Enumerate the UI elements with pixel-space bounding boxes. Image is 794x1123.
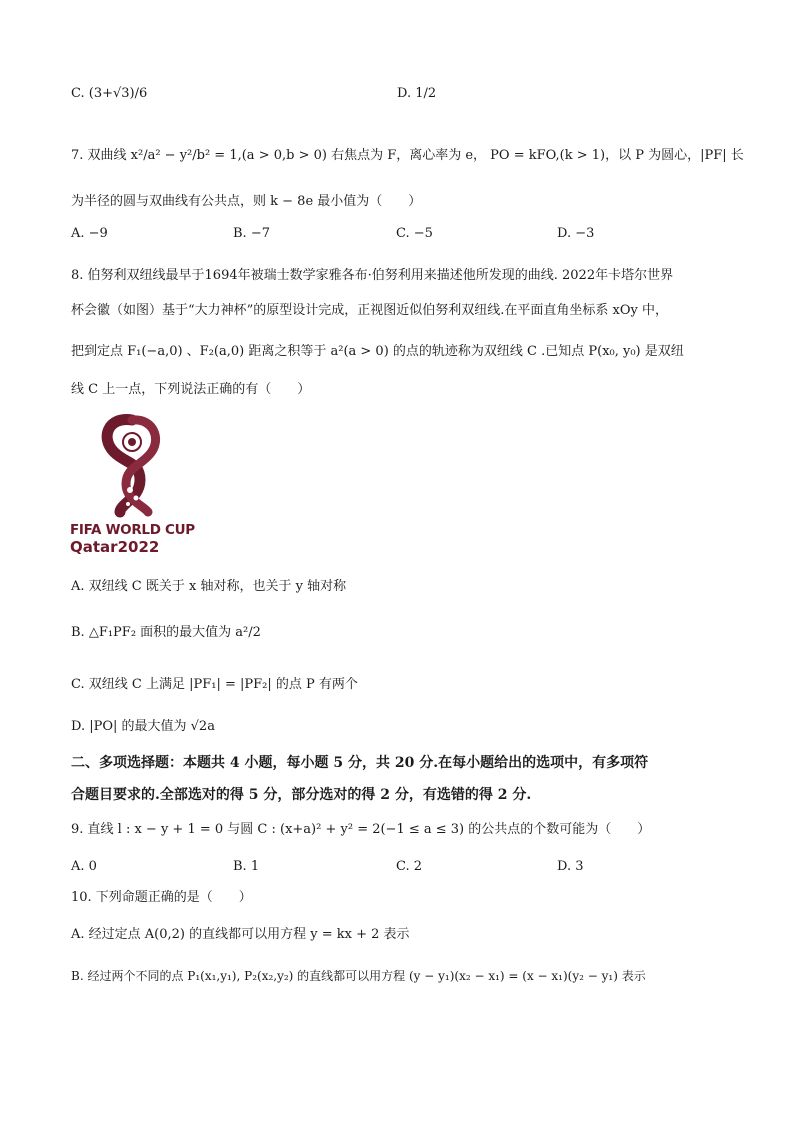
- trophy-emblem-icon: [70, 412, 210, 522]
- section2-heading-line1: 二、多项选择题：本题共 4 小题，每小题 5 分，共 20 分.在每小题给出的选项中，有多项符: [71, 755, 649, 771]
- q7-stem-line2: 为半径的圆与双曲线有公共点，则 k − 8e 最小值为（ ）: [71, 194, 422, 209]
- q7-option-d: D. −3: [557, 226, 595, 241]
- logo-subtitle: Qatar2022: [70, 538, 160, 556]
- q9-option-b: B. 1: [233, 859, 260, 874]
- q8-stem-line4: 线 C 上一点，下列说法正确的有（ ）: [71, 382, 311, 397]
- q7-stem-line1: 7. 双曲线 x²/a² − y²/b² = 1,(a > 0,b > 0) 右焦点为 F，离心率为 e， PO = kFO,(k > 1)，以 P 为圆心，|PF| 长: [71, 148, 744, 163]
- q9-stem: 9. 直线 l : x − y + 1 = 0 与圆 C : (x+a)² + y² = 2(−1 ≤ a ≤ 3) 的公共点的个数可能为（ ）: [71, 822, 651, 837]
- q7-option-a: A. −9: [71, 226, 108, 241]
- q8-option-b: B. △F₁PF₂ 面积的最大值为 a²/2: [71, 625, 261, 640]
- world-cup-logo: [70, 412, 210, 562]
- q7-option-c: C. −5: [396, 226, 433, 241]
- q10-option-a: A. 经过定点 A(0,2) 的直线都可以用方程 y = kx + 2 表示: [71, 927, 410, 942]
- q8-stem-line1: 8. 伯努利双纽线最早于1694年被瑞士数学家雅各布·伯努利用来描述他所发现的曲线. 2022年卡塔尔世界: [71, 268, 674, 283]
- q8-option-a: A. 双纽线 C 既关于 x 轴对称，也关于 y 轴对称: [71, 579, 347, 594]
- q8-option-d: D. |PO| 的最大值为 √2a: [71, 719, 215, 734]
- section2-heading-line2: 合题目要求的.全部选对的得 5 分，部分选对的得 2 分，有选错的得 2 分.: [71, 787, 532, 803]
- q8-stem-line3: 把到定点 F₁(−a,0) 、F₂(a,0) 距离之积等于 a²(a > 0) 的点的轨迹称为双纽线 C .已知点 P(x₀, y₀) 是双纽: [71, 344, 684, 359]
- q8-stem-line2: 杯会徽（如图）基于“大力神杯”的原型设计完成，正视图近似伯努利双纽线.在平面直角坐标系 xOy 中，: [71, 303, 669, 318]
- q10-stem: 10. 下列命题正确的是（ ）: [71, 890, 252, 905]
- q8-option-c: C. 双纽线 C 上满足 |PF₁| = |PF₂| 的点 P 有两个: [71, 677, 358, 692]
- q7-option-b: B. −7: [233, 226, 270, 241]
- q9-option-c: C. 2: [396, 859, 423, 874]
- q6-option-c: C. (3+√3)/6: [71, 86, 148, 101]
- q9-option-a: A. 0: [71, 859, 97, 874]
- logo-title: FIFA WORLD CUP: [70, 522, 195, 538]
- q10-option-b: B. 经过两个不同的点 P₁(x₁,y₁), P₂(x₂,y₂) 的直线都可以用方程 (y − y₁)(x₂ − x₁) = (x − x₁)(y₂ − y₁) 表示: [71, 969, 646, 983]
- q6-option-d: D. 1/2: [397, 86, 437, 101]
- q9-option-d: D. 3: [557, 859, 584, 874]
